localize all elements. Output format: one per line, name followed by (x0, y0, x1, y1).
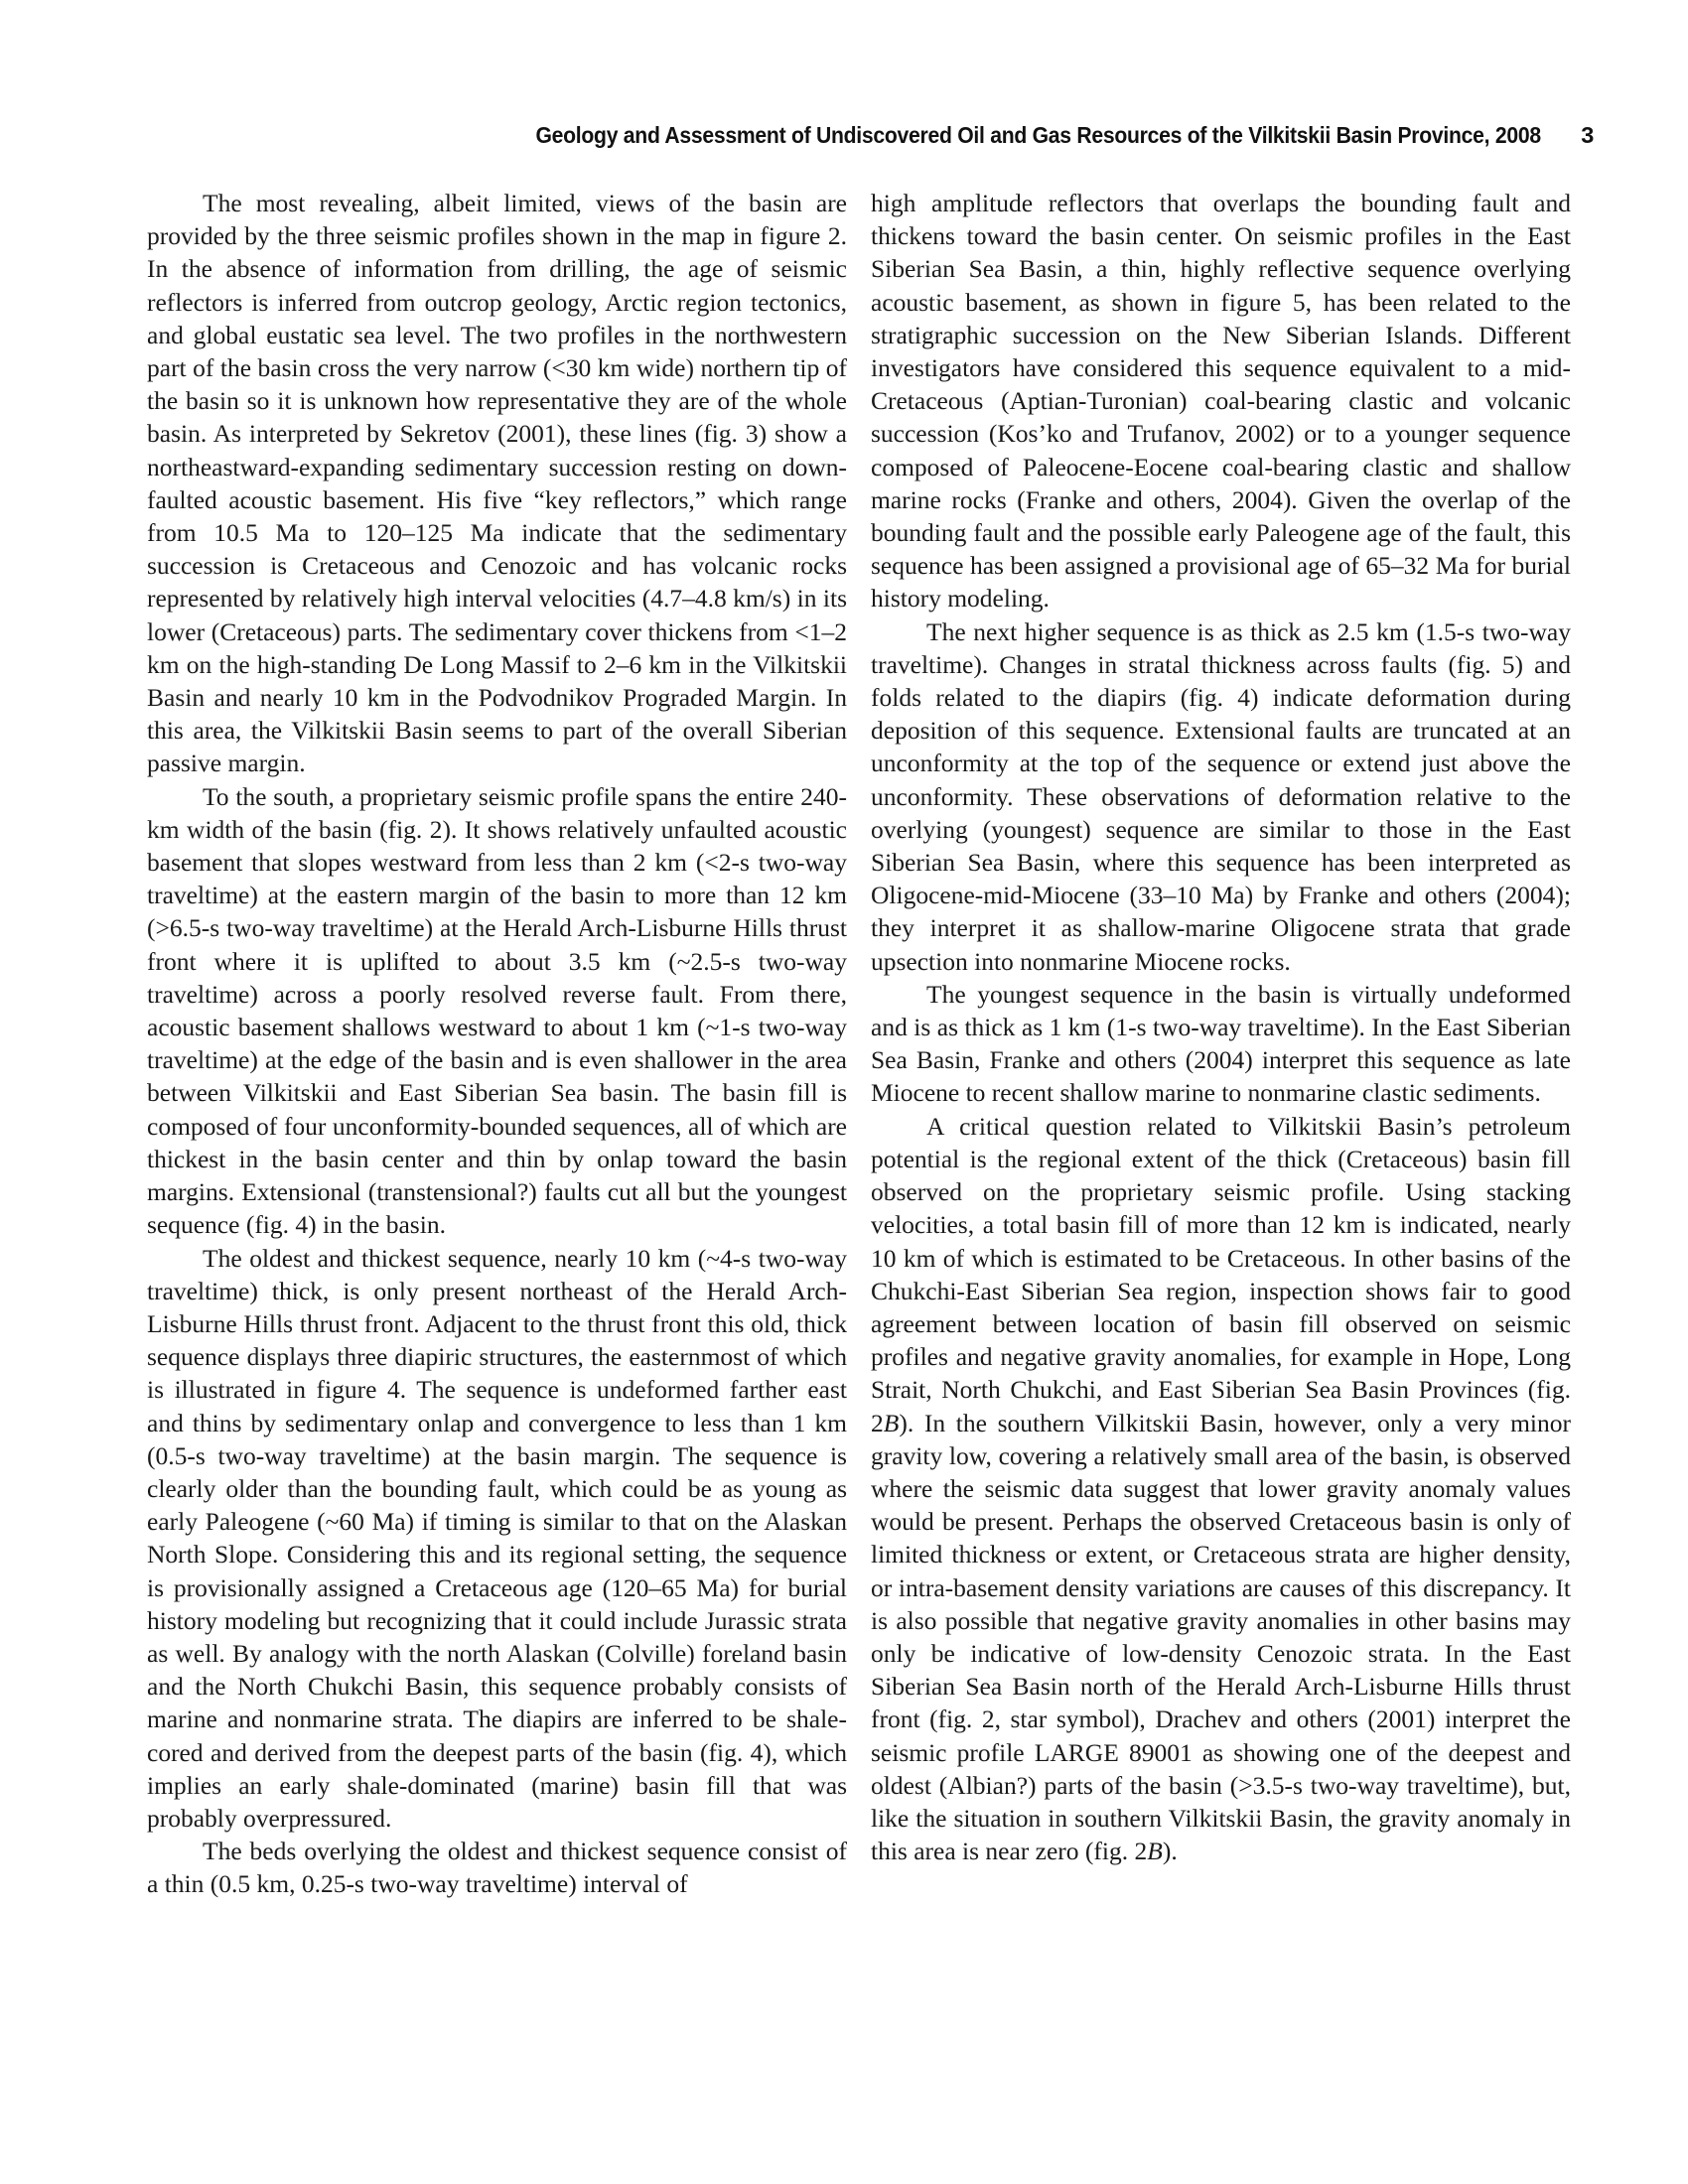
paragraph: To the south, a proprietary seismic profile spans the entire 240-km width of the basin (fig. 2). It shows relatively unfaulted acoustic basement that slopes westward from less than 2 km (<2-s two-way traveltime) at the eastern margin of the basin to more than 12 km (>6.5-s two-way traveltime) at the Herald Arch-Lisburne Hills thrust front where it is uplifted to about 3.5 km (~2.5-s two-way traveltime) across a poorly resolved reverse fault. From there, acoustic basement shallows westward to about 1 km (~1-s two-way traveltime) at the edge of the basin and is even shallower in the area between Vilkitskii and East Siberian Sea basin. The basin fill is composed of four unconformity-bounded sequences, all of which are thickest in the basin center and thin by onlap toward the basin margins. Extensional (transtensional?) faults cut all but the youngest sequence (fig. 4) in the basin. (147, 781, 847, 1240)
paragraph: The beds overlying the oldest and thickest sequence consist of a thin (0.5 km, 0.25-s two-way traveltime) interval of (147, 1837, 847, 1899)
figure-ref-italic: B (883, 1408, 900, 1437)
paragraph: The next higher sequence is as thick as 2.5 km (1.5-s two-way traveltime). Changes in stratal thickness across faults (fig. 5) and folds related to the diapirs (fig. 4) indicate deformation during deposition of this sequence. Extensional faults are truncated at an unconformity at the top of the sequence or extend just above the unconformity. These observations of deformation relative to the overlying (youngest) sequence are similar to those in the East Siberian Sea Basin, where this sequence has been interpreted as Oligocene-mid-Miocene (33–10 Ma) by Franke and others (2004); they interpret it as shallow-marine Oligocene strata that grade upsection into nonmarine Miocene rocks. (871, 616, 1571, 976)
paragraph: The oldest and thickest sequence, nearly 10 km (~4-s two-way traveltime) thick, is only present northeast of the Herald Arch-Lisburne Hills thrust front. Adjacent to the thrust front this old, thick sequence displays three diapiric structures, the easternmost of which is illustrated in figure 4. The sequence is undeformed farther east and thins by sedimentary onlap and convergence to less than 1 km (0.5-s two-way traveltime) at the basin margin. The sequence is clearly older than the bounding fault, which could be as young as early Paleogene (~60 Ma) if timing is similar to that on the Alaskan North Slope. Considering this and its regional setting, the sequence is provisionally assigned a Cretaceous age (120–65 Ma) for burial history modeling but recognizing that it could include Jurassic strata as well. By analogy with the north Alaskan (Colville) foreland basin and the North Chukchi Basin, this sequence probably consists of marine and nonmarine strata. The diapirs are inferred to be shale-cored and derived from the deepest parts of the basin (fig. 4), which implies an early shale-dominated (marine) basin fill that was probably overpressured. (147, 1243, 847, 1833)
left-column (147, 187, 847, 1901)
paragraph-continuation: high amplitude reflectors that overlaps the bounding fault and thickens toward the basin center. On seismic profiles in the East Siberian Sea Basin, a thin, highly reflective sequence overlying acoustic basement, as shown in figure 5, has been related to the stratigraphic succession on the New Siberian Islands. Different investigators have considered this sequence equivalent to a mid-Cretaceous (Aptian-Turonian) coal-bearing clastic and volcanic succession (Kos’ko and Trufanov, 2002) or to a younger sequence composed of Paleocene-Eocene coal-bearing clastic and shallow marine rocks (Franke and others, 2004). Given the overlap of the bounding fault and the possible early Paleogene age of the fault, this sequence has been assigned a provisional age of 65–32 Ma for burial history modeling. (871, 189, 1571, 614)
text-run: ). In the southern Vilkitskii Basin, however, only a very minor gravity low, covering a relatively small area of the basin, is observed where the seismic data suggest that lower gravity anomaly values would be present. Perhaps the observed Cretaceous basin is only of limited thickness or extent, or Cretaceous strata are higher density, or intra-basement density variations are causes of this discrepancy. It is also possible that negative gravity anomalies in other basins may only be indicative of low-density Cenozoic strata. In the East Siberian Sea Basin north of the Herald Arch-Lisburne Hills thrust front (fig. 2, star symbol), Drachev and others (2001) interpret the seismic profile LARGE 89001 as showing one of the deepest and oldest (Albian?) parts of the basin (>3.5-s two-way traveltime), but, like the situation in southern Vilkitskii Basin, the gravity anomaly in this area is near zero (fig. 2 (871, 1408, 1571, 1866)
figure-ref-italic: B (1147, 1837, 1163, 1866)
right-column (871, 187, 1571, 1867)
paragraph: The most revealing, albeit limited, views of the basin are provided by the three seismic profiles shown in the map in figure 2. In the absence of information from drilling, the age of seismic reflectors is inferred from outcrop geology, Arctic region tectonics, and global eustatic sea level. The two profiles in the northwestern part of the basin cross the very narrow (<30 km wide) northern tip of the basin so it is unknown how representative they are of the whole basin. As interpreted by Sekretov (2001), these lines (fig. 3) show a northeastward-expanding sedimentary succession resting on down-faulted acoustic basement. His five “key reflectors,” which range from 10.5 Ma to 120–125 Ma indicate that the sedimentary succession is Cretaceous and Cenozoic and has volcanic rocks represented by relatively high interval velocities (4.7–4.8 km/s) in its lower (Cretaceous) parts. The sedimentary cover thickens from <1–2 km on the high-standing De Long Massif to 2–6 km in the Vilkitskii Basin and nearly 10 km in the Podvodnikov Prograded Margin. In this area, the Vilkitskii Basin seems to part of the overall Siberian passive margin. (147, 189, 847, 778)
text-run: A critical question related to Vilkitskii Basin’s petroleum potential is the regional extent of the thick (Cretaceous) basin fill observed on the proprietary seismic profile. Using stacking velocities, a total basin fill of more than 12 km is indicated, nearly 10 km of which is estimated to be Cretaceous. In other basins of the Chukchi-East Siberian Sea region, inspection shows fair to good agreement between location of basin fill observed on seismic profiles and negative gravity anomalies, for example in Hope, Long Strait, North Chukchi, and East Siberian Sea Basin Provinces (fig. 2 (871, 1111, 1571, 1437)
paragraph: The youngest sequence in the basin is virtually undeformed and is as thick as 1 km (1-s two-way traveltime). In the East Siberian Sea Basin, Franke and others (2004) interpret this sequence as late Miocene to recent shallow marine to nonmarine clastic sediments. (871, 979, 1571, 1108)
running-header (367, 115, 1594, 155)
running-title: Geology and Assessment of Undiscovered Oil and Gas Resources of the Vilkitskii Basin Province, 2008 (535, 121, 1542, 148)
page-number: 3 (1581, 121, 1594, 148)
text-run: ). (1162, 1837, 1178, 1866)
paragraph (871, 1110, 1571, 1868)
